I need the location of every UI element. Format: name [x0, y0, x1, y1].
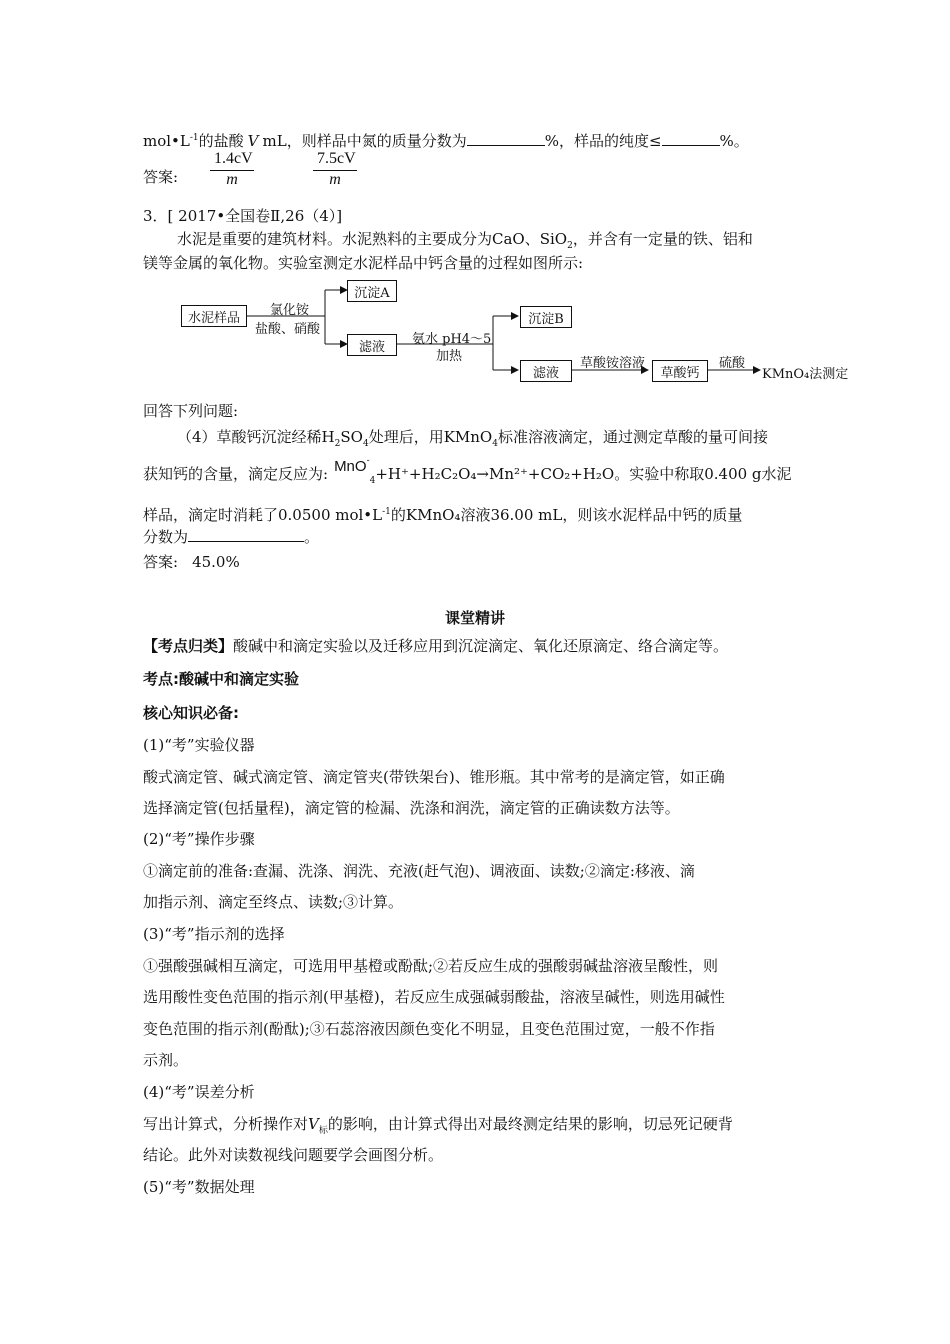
category-label: 【考点归类】	[143, 637, 234, 655]
q3-eq-mno4-sub: 4	[369, 476, 376, 486]
q3-eq-mno4: MnO	[334, 458, 367, 475]
q3-fraction-line	[143, 527, 319, 547]
q2-sup-a: -1	[189, 133, 199, 143]
flow-box-sample: 水泥样品	[181, 305, 247, 327]
q3-reaction-line	[143, 456, 792, 491]
q2-text-e: %。	[719, 132, 749, 150]
q2-blank-2	[662, 131, 720, 146]
q3-answer-blank	[188, 527, 304, 542]
frac2-numerator: 7.5cV	[317, 150, 356, 167]
q3-sample-line	[143, 502, 742, 525]
flow-reagent3: 草酸铵溶液	[580, 356, 646, 371]
s3-line-2: 选用酸性变色范围的指示剂(甲基橙)，若反应生成强碱弱酸盐，溶液呈碱性，则选用碱性	[143, 988, 725, 1006]
q3-answer-line	[143, 552, 240, 572]
q2-answer-fraction-1	[210, 150, 254, 189]
flow-reagent2-bottom: 加热	[436, 349, 463, 364]
flow-final-step: KMnO₄法测定	[762, 367, 849, 382]
q2-blank-line	[143, 128, 749, 151]
s4-l1-a: 写出计算式，分析操作对	[143, 1115, 309, 1133]
s2-title: (2)“考”操作步骤	[143, 830, 255, 848]
q3-answer-label: 答案:	[143, 553, 179, 571]
flow-diagram-lines	[140, 276, 860, 386]
flow-box-precipitate-b: 沉淀B	[520, 306, 572, 328]
s3-title: (3)“考”指示剂的选择	[143, 925, 285, 943]
s2-line-2: 加指示剂、滴定至终点、读数;③计算。	[143, 893, 404, 911]
flow-box-calcium-oxalate: 草酸钙	[652, 360, 708, 382]
q3-p4-a: （4）草酸钙沉淀经稀H	[177, 428, 335, 446]
s4-line-1	[143, 1114, 733, 1141]
q3-intro-line-1	[177, 229, 753, 256]
q2-var-v: V	[247, 132, 259, 150]
flow-reagent1-top: 氯化铵	[270, 303, 310, 318]
q3-eq-mno4-sup: -	[366, 456, 370, 466]
s4-l1-b: 的影响，由计算式得出对最终测定结果的影响，切忌死记硬背	[327, 1115, 733, 1133]
q3-prompt: 回答下列问题:	[143, 402, 239, 420]
flow-box-filtrate-1: 滤液	[347, 334, 397, 356]
q3-p7-end: 。	[304, 528, 320, 546]
s4-title: (4)“考”误差分析	[143, 1083, 255, 1101]
s3-line-1: ①强酸强碱相互滴定，可选用甲基橙或酚酞;②若反应生成的强酸弱碱盐溶液呈酸性，则	[143, 957, 719, 975]
q3-p4-a2: SO	[340, 428, 363, 446]
s2-line-1: ①滴定前的准备:查漏、洗涤、润洗、充液(赶气泡)、调液面、读数;②滴定:移液、滴	[143, 862, 695, 880]
exam-point-heading: 考点:酸碱中和滴定实验	[143, 670, 299, 688]
q3-p7: 分数为	[143, 528, 189, 546]
s3-line-3: 变色范围的指示剂(酚酞);③石蕊溶液因颜色变化不明显，且变色范围过宽，一般不作指	[143, 1020, 715, 1038]
q2-text-d: %，样品的纯度≤	[544, 132, 662, 150]
q3-p6-a: 样品，滴定时消耗了0.0500 mol•L	[143, 506, 383, 524]
q2-blank-1	[467, 131, 545, 146]
q3-p4-sub1: 2	[334, 439, 341, 449]
q3-intro1-a: 水泥是重要的建筑材料。水泥熟料的主要成分为CaO、SiO	[177, 230, 568, 248]
q3-p5-a: 获知钙的含量，滴定反应为:	[143, 465, 329, 483]
flow-box-precipitate-a: 沉淀A	[347, 280, 397, 302]
q2-answer-label: 答案:	[143, 168, 179, 186]
flow-box-filtrate-2: 滤液	[520, 360, 572, 382]
q3-eq-rest: +H⁺+H₂C₂O₄→Mn²⁺+CO₂+H₂O。实验中称取0.400 g水泥	[375, 465, 792, 483]
flow-reagent2-top: 氨水 pH4～5	[412, 332, 492, 347]
q3-answer-value: 45.0%	[192, 553, 240, 571]
s4-line-2: 结论。此外对读数视线问题要学会画图分析。	[143, 1146, 444, 1164]
q3-p4-c: 标准溶液滴定，通过测定草酸的量可间接	[497, 428, 768, 446]
q3-part4-line-1	[177, 427, 768, 454]
frac2-denominator: m	[329, 171, 341, 188]
flow-reagent1-bottom: 盐酸、硝酸	[255, 322, 321, 337]
q3-p4-b: 处理后，用KMnO	[368, 428, 493, 446]
q3-p4-sub2: 4	[362, 439, 369, 449]
s3-line-4: 示剂。	[143, 1051, 189, 1069]
frac1-numerator: 1.4cV	[214, 150, 253, 167]
q2-text-c: mL，则样品中氮的质量分数为	[262, 132, 467, 150]
flow-reagent4: 硫酸	[719, 356, 746, 371]
q2-answer-fraction-2	[313, 150, 357, 189]
q3-intro1-sub: 2	[567, 241, 573, 251]
q3-p6-b: 的KMnO₄溶液36.00 mL，则该水泥样品中钙的质量	[390, 506, 743, 524]
q3-intro1-b: ，并含有一定量的铁、铝和	[572, 230, 753, 248]
category-line	[143, 636, 728, 656]
s1-line-1: 酸式滴定管、碱式滴定管、滴定管夹(带铁架台)、锥形瓶。其中常考的是滴定管，如正确	[143, 768, 725, 786]
s1-title: (1)“考”实验仪器	[143, 736, 255, 754]
section-title: 课堂精讲	[444, 609, 505, 627]
core-knowledge-heading: 核心知识必备:	[143, 704, 239, 722]
q3-p4-b-sub: 4	[492, 439, 498, 449]
q2-text-b: 的盐酸	[198, 132, 244, 150]
q2-text-a: mol•L	[143, 132, 190, 150]
q3-intro-line-2: 镁等金属的氧化物。实验室测定水泥样品中钙含量的过程如图所示:	[143, 254, 584, 272]
s1-line-2: 选择滴定管(包括量程)，滴定管的检漏、洗涤和润洗，滴定管的正确读数方法等。	[143, 799, 680, 817]
category-text: 酸碱中和滴定实验以及迁移应用到沉淀滴定、氧化还原滴定、络合滴定等。	[233, 637, 729, 655]
s5-title: (5)“考”数据处理	[143, 1178, 255, 1196]
s4-l1-var: V	[308, 1115, 319, 1133]
q3-heading: 3．[ 2017•全国卷Ⅱ,26（4）]	[143, 207, 343, 225]
s4-l1-sub: 标	[318, 1126, 328, 1136]
q3-p6-sup: -1	[382, 507, 391, 517]
frac1-denominator: m	[226, 171, 238, 188]
